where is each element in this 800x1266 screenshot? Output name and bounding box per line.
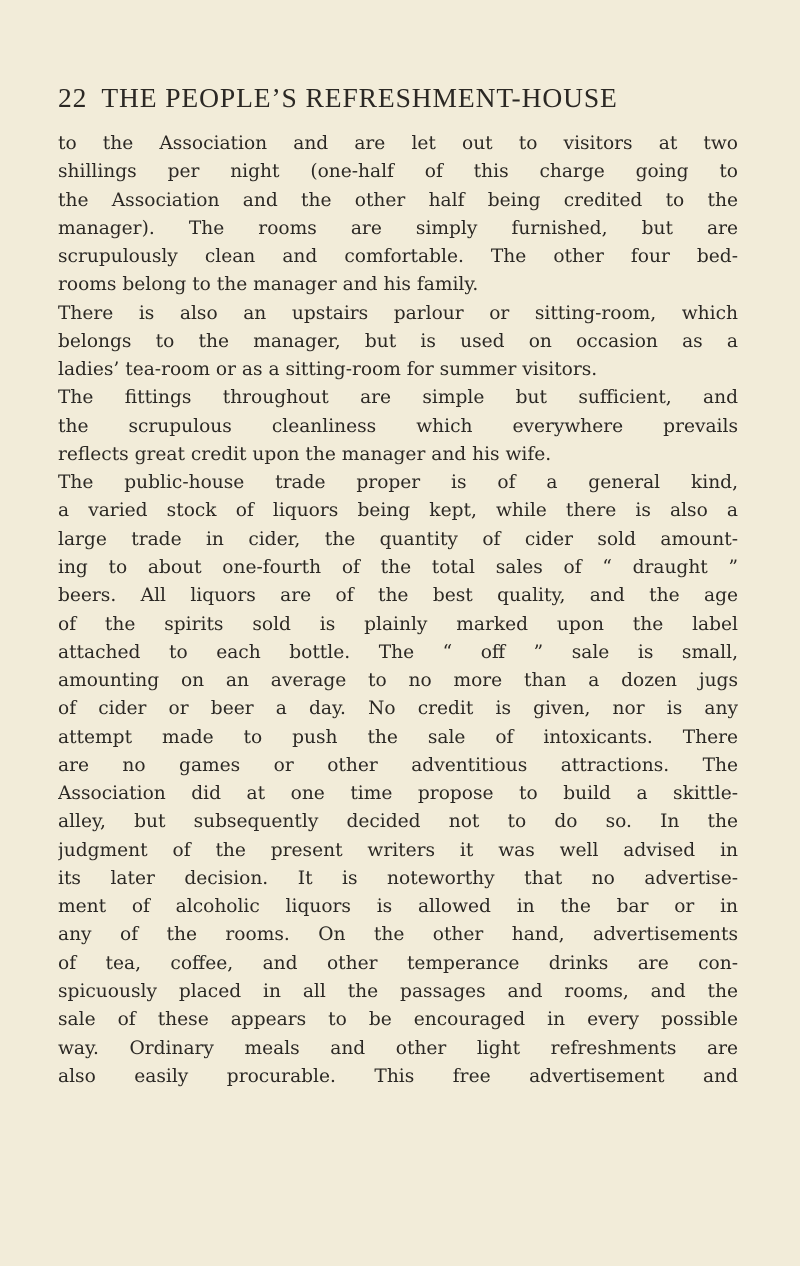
- text-line: There is also an upstairs parlour or sitting-room, which: [58, 302, 738, 324]
- text-line: ment of alcoholic liquors is allowed in the bar or in: [58, 896, 738, 918]
- text-line: alley, but subsequently decided not to do so. In the: [58, 811, 738, 833]
- text-line: rooms belong to the manager and his family.: [58, 274, 479, 296]
- text-line: ing to about one-fourth of the total sales of “ draught ”: [58, 556, 738, 578]
- text-line: the Association and the other half being credited to the: [58, 189, 738, 211]
- text-line: beers. All liquors are of the best quality, and the age: [58, 585, 738, 607]
- text-line: manager). The rooms are simply furnished, but are: [58, 217, 738, 239]
- text-line: ladies’ tea-room or as a sitting-room for summer visitors.: [58, 359, 598, 381]
- text-line: also easily procurable. This free advertisement and: [58, 1065, 738, 1087]
- text-line: of tea, coffee, and other temperance drinks are con-: [58, 952, 738, 974]
- text-line: attempt made to push the sale of intoxicants. There: [58, 726, 738, 748]
- text-line: attached to each bottle. The “ off ” sale is small,: [58, 641, 738, 663]
- text-line: of cider or beer a day. No credit is given, nor is any: [58, 698, 738, 720]
- running-head: [58, 82, 738, 122]
- text-line: shillings per night (one-half of this charge going to: [58, 161, 738, 183]
- text-line: are no games or other adventitious attractions. The: [58, 754, 738, 776]
- text-line: amounting on an average to no more than a dozen jugs: [58, 670, 738, 692]
- page-number: 22: [58, 82, 88, 113]
- text-line: The public-house trade proper is of a general kind,: [58, 472, 738, 494]
- text-line: judgment of the present writers it was well advised in: [58, 839, 738, 861]
- text-line: scrupulously clean and comfortable. The other four bed-: [58, 246, 738, 268]
- text-line: belongs to the manager, but is used on occasion as a: [58, 330, 738, 352]
- text-line: Association did at one time propose to build a skittle-: [58, 783, 738, 805]
- text-line: The fittings throughout are simple but sufficient, and: [58, 387, 738, 409]
- running-title: THE PEOPLE’S REFRESHMENT-HOUSE: [101, 82, 618, 113]
- text-line: the scrupulous cleanliness which everywhere prevails: [58, 415, 738, 437]
- text-line: its later decision. It is noteworthy that no advertise-: [58, 867, 738, 889]
- text-line: any of the rooms. On the other hand, advertisements: [58, 924, 738, 946]
- text-line: of the spirits sold is plainly marked upon the label: [58, 613, 738, 635]
- text-line: to the Association and are let out to visitors at two: [58, 133, 738, 154]
- body-text: [58, 130, 738, 1091]
- text-line: a varied stock of liquors being kept, while there is also a: [58, 500, 738, 522]
- text-line: spicuously placed in all the passages and rooms, and the: [58, 980, 738, 1002]
- text-line: reflects great credit upon the manager and his wife.: [58, 443, 552, 465]
- text-line: large trade in cider, the quantity of cider sold amount-: [58, 528, 738, 550]
- book-page: [58, 82, 738, 1091]
- text-line: sale of these appears to be encouraged in every possible: [58, 1009, 738, 1031]
- text-line: way. Ordinary meals and other light refreshments are: [58, 1037, 738, 1059]
